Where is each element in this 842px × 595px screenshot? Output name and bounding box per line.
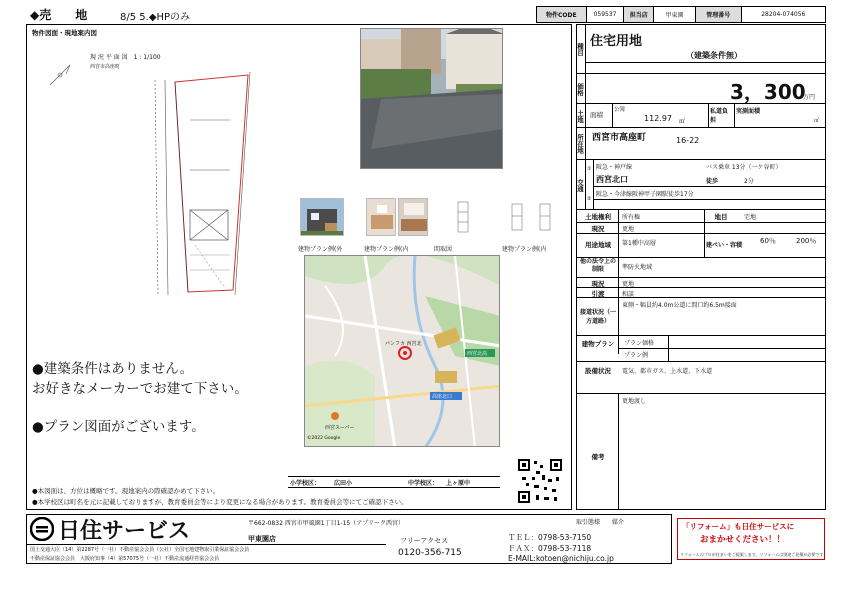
branch-value: 甲東園 (654, 7, 696, 22)
restrict-label: 他の法令上の制限 (579, 258, 616, 273)
rights-divider (576, 222, 826, 223)
plan-divider (618, 348, 826, 349)
remarks-label: 備考 (591, 453, 605, 461)
coverage-ratio: 60％ (760, 237, 776, 245)
company-address: 〒662-0832 西宮市甲風園1丁目1-15（アプリーク西宮） (248, 520, 404, 527)
thumb-exterior (300, 198, 344, 236)
address-label: 所在地 (576, 128, 586, 160)
land-cat-label: 地目 (714, 213, 728, 221)
footer-divider (26, 544, 386, 545)
transit-num-2: ② (587, 196, 592, 202)
plan-col-divider (668, 336, 669, 362)
transit-bus: バス乗車 13分（一ケ谷町） (706, 164, 782, 171)
company-mark-icon (30, 517, 54, 541)
area-value: 112.97 (644, 114, 672, 123)
kind-sub-row (586, 62, 826, 74)
map-copyright: ©2022 Google (307, 436, 341, 441)
freedial-label: フリーアクセス (400, 537, 449, 545)
area-divider-1 (612, 104, 613, 128)
rights-label: 土地権利 (585, 213, 611, 221)
thumb-interior1 (366, 198, 396, 236)
floor-area-ratio: 200％ (796, 237, 817, 245)
area-kind: 公簿 (614, 107, 626, 113)
elementary-school: 広田小 (334, 480, 353, 487)
price-unit: 万円 (803, 94, 816, 101)
thumb-floorplan (448, 198, 478, 236)
handover: 相談 (622, 291, 635, 298)
qr-code[interactable] (516, 457, 564, 505)
status2-label: 現況 (591, 280, 605, 288)
restrict: 準防火地域 (622, 264, 653, 271)
code-table (536, 6, 826, 23)
thumb-caption-4: 建物プラン例(内 (502, 246, 547, 253)
trade-type: 取引態様 媒介 (576, 519, 625, 526)
handover-label: 引渡 (591, 290, 605, 298)
area-divider-2 (708, 104, 709, 128)
private-road-label: 私道負担 (710, 108, 729, 124)
remarks-divider (618, 394, 619, 510)
reform-line-1: 「リフォーム」も日住サービスに (682, 522, 795, 531)
zoning: 第1種中高層 (622, 240, 656, 247)
foot-note-direction: ●本図面は、方位は概略です。現地案内の際確認かめて下さい。 (32, 487, 220, 495)
area-label: 面積 (590, 111, 603, 119)
note-plan-available: ●プラン図面がございます。 (32, 419, 205, 435)
status2: 更地 (622, 281, 635, 288)
area-divider-3 (734, 104, 735, 128)
road-label: 接道状況（一方道路） (579, 309, 616, 325)
school-row (288, 476, 500, 488)
company-name: 日住サービス (58, 518, 191, 544)
branch-label: 担当店 (624, 7, 654, 22)
rights: 所有権 (622, 214, 641, 221)
thumb-caption-1: 建物プラン例(外 (298, 246, 343, 253)
fax: ＦＡＸ：0798-53-7118 (508, 544, 592, 553)
map-label-station: 高座北口 (432, 394, 453, 400)
area-unit: ㎡ (679, 118, 686, 125)
transit-line: 阪急・神戸線 (596, 164, 633, 171)
transit-divider (594, 186, 826, 187)
code-label: 物件CODE (537, 7, 587, 22)
mgmt-value: 28204-074056 (761, 11, 806, 18)
thumb-interior2 (398, 198, 428, 236)
ratio-label: 建ぺい・容積 (706, 242, 743, 249)
zoning-label: 用途地域 (585, 241, 611, 249)
license-2: 不動産保証協会会員 大阪府知事（4）第57075号（一社）不動産流通経営協会会員 (30, 556, 220, 562)
walk-time: 2分 (744, 178, 754, 185)
reform-line-3: リフォームのプロが住まいをご提案します。リフォームは別途ご見積が必要です (680, 552, 824, 557)
map-label-cafe: 西宮スーパー (325, 425, 355, 431)
plan-title: 物件図面・現地案内図 (32, 29, 97, 37)
map-label-school: 西宮北高 (467, 351, 488, 357)
site-plan-drawing (40, 60, 300, 310)
plan-location: 西宮市高座町 (90, 64, 121, 70)
elementary-school-label: 小学校区： (290, 480, 321, 487)
note-no-condition: ●建築条件はありません。 (32, 361, 194, 377)
land-label: 土地 (576, 104, 586, 128)
price-label: 価格 (576, 74, 586, 104)
status: 更地 (622, 226, 635, 233)
walk-label: 徒歩 (706, 178, 719, 185)
actual-area-unit: ㎡ (814, 118, 820, 124)
thumb-plan-interior (504, 198, 556, 236)
road-access: 東側・幅員約4.0m公道に間口約6.5m接面 (622, 302, 737, 309)
transit-line-2: 阪急・今津線阪神甲子園駅徒歩17分 (596, 191, 694, 198)
junior-high-label: 中学校区： (408, 480, 439, 487)
plan-scale: 現 況 平 面 図 1 : 1/100 (90, 54, 161, 61)
transit-num-1: ① (587, 166, 592, 172)
license-1: 国土交通大臣（14）第2287号（一社）不動産協会会員（公社）全国宅地建物取引業保証協会会員 (30, 547, 250, 553)
code-value: 059537 (587, 7, 625, 22)
facility: 電気、都市ガス、上水道、下水道 (622, 368, 713, 375)
actual-area-label: 実測面積 (736, 108, 761, 115)
plan-example-label: プラン例 (624, 352, 649, 359)
kind-label: 種目 (576, 24, 586, 74)
remarks: 更地渡し (622, 398, 647, 405)
company-logo (30, 516, 220, 542)
plan-label: 建物プラン (581, 340, 615, 348)
land-cat: 宅地 (744, 214, 757, 221)
site-photo (360, 28, 503, 169)
thumb-caption-3: 間取図 (434, 246, 453, 253)
location-map[interactable] (304, 255, 500, 447)
junior-high: 上ヶ原中 (446, 480, 471, 487)
email[interactable]: E-MAIL:kotoen@nichiju.co.jp (508, 554, 614, 563)
listing-note: 8/5 5.◆HPのみ (120, 12, 191, 23)
plan-price-label: プラン価格 (624, 340, 655, 347)
property-kind: 住宅用地 (590, 34, 643, 49)
branch-name: 甲東園店 (248, 535, 276, 543)
price-value: 3，300 (730, 80, 806, 104)
facility-label: 設備状況 (585, 367, 611, 375)
transit-label: 交通 (576, 160, 586, 210)
address-number: 16-22 (676, 136, 700, 145)
status-label: 現況 (591, 225, 605, 233)
tel[interactable]: ＴＥＬ：0798-53-7150 (508, 533, 592, 542)
transit-station: 西宮北口 (596, 175, 628, 184)
building-condition: （建築条件無） (686, 51, 742, 60)
listing-type-title: ◆売 地 (30, 8, 88, 22)
address: 西宮市高座町 (592, 133, 647, 143)
mgmt-label: 管理番号 (696, 7, 742, 22)
reform-line-2: おまかせください！！ (700, 535, 786, 545)
transit-divider-2 (594, 199, 826, 200)
thumb-caption-2: 建物プラン例(内 (364, 246, 409, 253)
map-label-main: パンフカ 西宮北 (385, 341, 422, 347)
foot-note-school: ●本学校区は町名を元に記載しておりますが、教育委員会等により変更になる場合があります。教育委員会等にてご確認下さい。 (32, 498, 408, 506)
note-any-maker: お好きなメーカーでお建て下さい。 (32, 381, 248, 397)
freedial-number[interactable]: 0120-356-715 (398, 548, 462, 558)
